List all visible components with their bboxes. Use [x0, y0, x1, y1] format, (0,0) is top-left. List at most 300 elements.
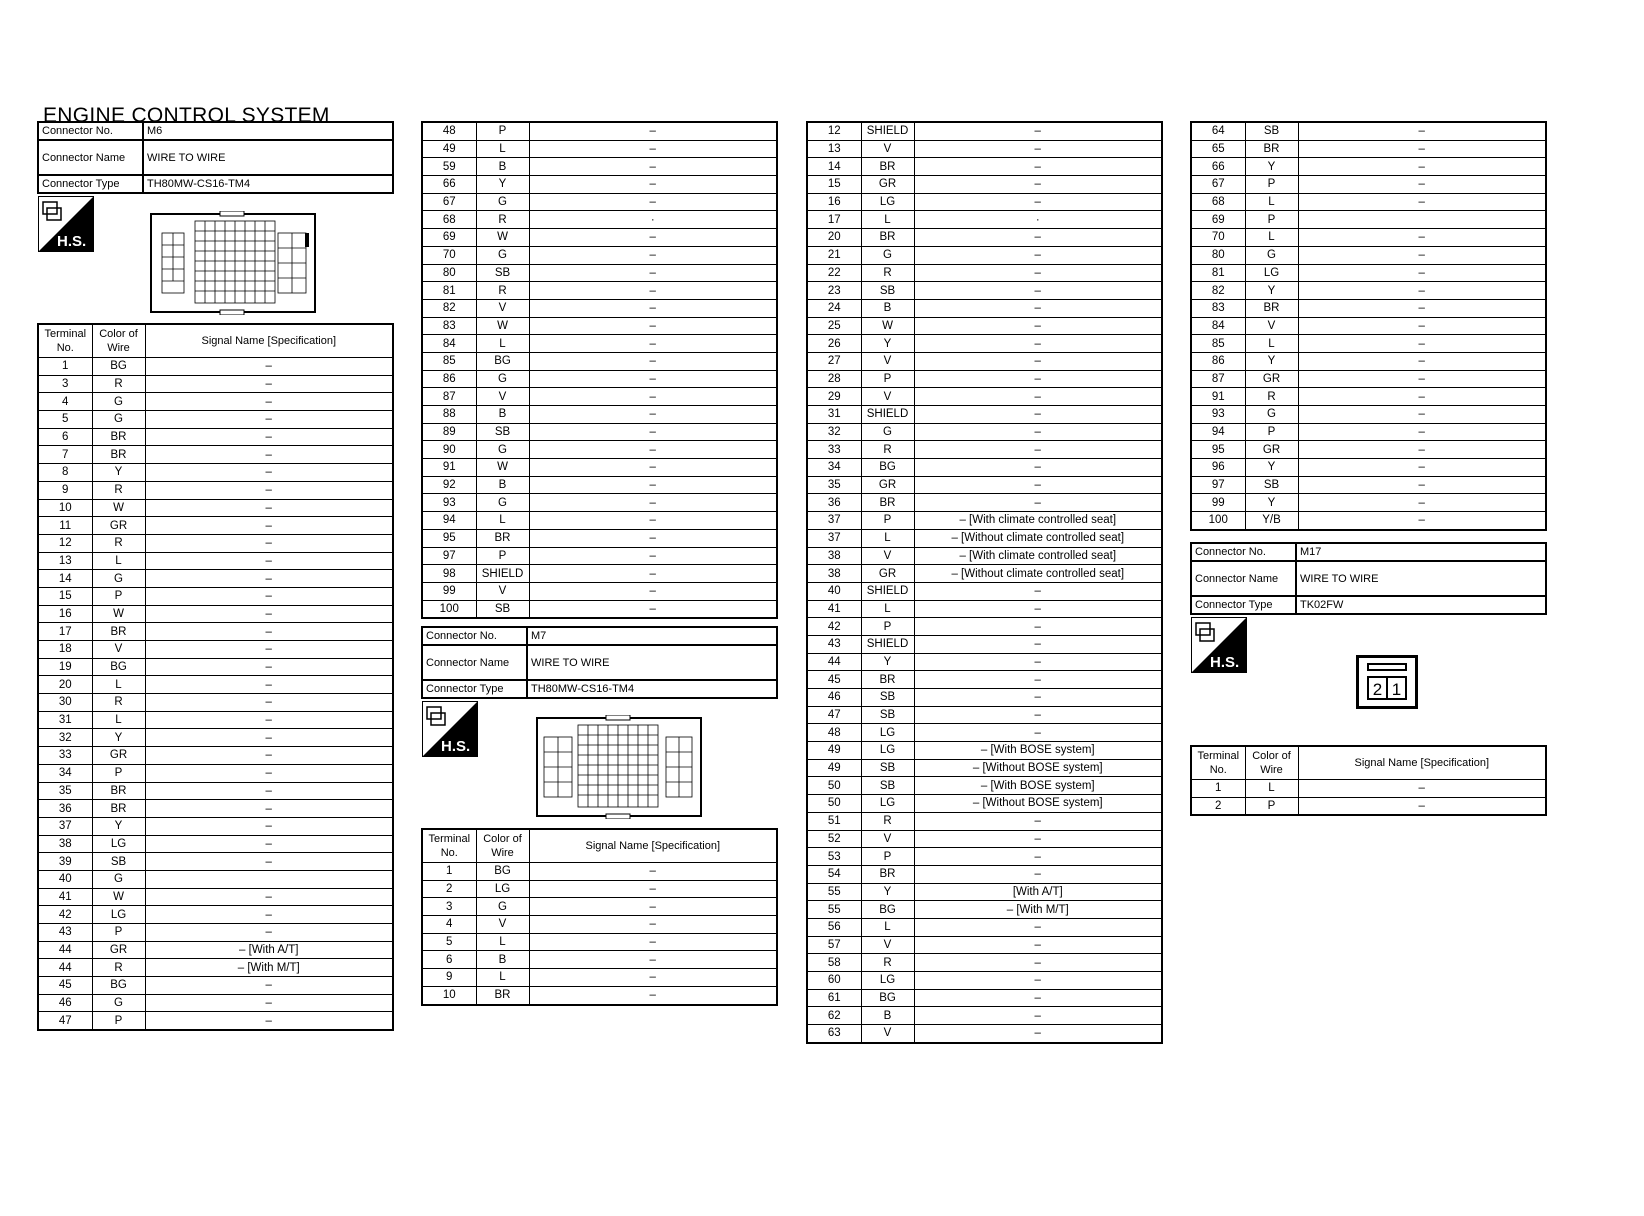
signal-name-cell: – [1298, 193, 1546, 211]
signal-name-cell: – [1298, 512, 1546, 530]
signal-name-cell: – [1298, 299, 1546, 317]
terminal-no-cell: 86 [1191, 352, 1245, 370]
table-row [807, 848, 1162, 866]
wire-color-cell: W [92, 499, 145, 517]
table-row [807, 1025, 1162, 1043]
terminal-no-cell: 68 [422, 211, 476, 229]
terminal-no-cell: 20 [38, 676, 92, 694]
table-row [38, 587, 393, 605]
terminal-no-cell: 48 [807, 724, 861, 742]
wire-color-cell: L [1245, 229, 1298, 247]
table-row [422, 986, 777, 1004]
wire-color-cell: BR [92, 428, 145, 446]
table-row [1191, 780, 1546, 798]
table-row [422, 370, 777, 388]
table-row [422, 352, 777, 370]
table-row [422, 423, 777, 441]
table-row [38, 605, 393, 623]
wire-color-cell: P [92, 1012, 145, 1030]
terminal-no-cell: 61 [807, 989, 861, 1007]
table-row [807, 317, 1162, 335]
terminal-no-cell: 82 [1191, 282, 1245, 300]
wire-color-cell: SB [476, 600, 529, 618]
terminal-no-cell: 87 [422, 388, 476, 406]
table-row [1191, 476, 1546, 494]
terminal-no-cell: 93 [422, 494, 476, 512]
terminal-no-cell: 95 [422, 529, 476, 547]
wire-color-cell: R [92, 959, 145, 977]
terminal-no-cell: 99 [422, 582, 476, 600]
signal-name-cell: – [914, 441, 1162, 459]
signal-name-cell: – [145, 800, 393, 818]
signal-name-cell: – [914, 122, 1162, 140]
terminal-no-cell: 12 [807, 122, 861, 140]
table-row [38, 464, 393, 482]
wire-color-cell: R [476, 282, 529, 300]
wire-color-cell: V [476, 916, 529, 934]
connector-type-label: Connector Type [38, 175, 143, 193]
wire-color-cell: Y [92, 464, 145, 482]
terminal-no-cell: 37 [38, 817, 92, 835]
wire-color-cell: W [476, 459, 529, 477]
wire-color-cell: SB [861, 282, 914, 300]
wire-color-cell: LG [476, 880, 529, 898]
signal-name-cell: – [With M/T] [145, 959, 393, 977]
wire-color-cell: G [476, 441, 529, 459]
signal-name-cell: – [529, 898, 777, 916]
terminal-no-cell: 44 [38, 941, 92, 959]
wire-color-cell: L [92, 552, 145, 570]
signal-name-cell: – [1298, 370, 1546, 388]
table-row [422, 229, 777, 247]
table-row [807, 565, 1162, 583]
table-row [1191, 299, 1546, 317]
signal-name-cell: – [529, 951, 777, 969]
table-row [807, 246, 1162, 264]
signal-name-cell: – [145, 782, 393, 800]
signal-name-cell: – [529, 969, 777, 987]
terminal-no-cell: 35 [38, 782, 92, 800]
table-row [422, 916, 777, 934]
wire-color-cell: G [476, 370, 529, 388]
table-row [38, 977, 393, 995]
table-row [1191, 388, 1546, 406]
table-row [807, 777, 1162, 795]
wire-color-cell: SB [1245, 476, 1298, 494]
table-row [1191, 317, 1546, 335]
table-row [807, 759, 1162, 777]
signal-name-cell: – [529, 299, 777, 317]
m6-section [37, 121, 394, 194]
terminal-no-cell: 64 [1191, 122, 1245, 140]
wire-color-cell: B [861, 299, 914, 317]
signal-name-cell: – [1298, 441, 1546, 459]
table-row [422, 317, 777, 335]
signal-name-cell: – [914, 158, 1162, 176]
signal-name-cell: – [145, 853, 393, 871]
signal-name-cell: – [914, 193, 1162, 211]
terminal-no-cell: 38 [807, 547, 861, 565]
signal-name-cell: – [529, 388, 777, 406]
signal-name-cell: – [145, 906, 393, 924]
signal-name-cell: – [529, 582, 777, 600]
terminal-no-cell: 95 [1191, 441, 1245, 459]
table-row [422, 529, 777, 547]
signal-name-cell: – [529, 423, 777, 441]
signal-name-cell: – [145, 694, 393, 712]
terminal-no-cell: 7 [38, 446, 92, 464]
terminal-no-cell: 28 [807, 370, 861, 388]
signal-name-cell: – [1298, 282, 1546, 300]
signal-name-cell: – [145, 747, 393, 765]
terminal-no-cell: 85 [1191, 335, 1245, 353]
terminal-no-cell: 22 [807, 264, 861, 282]
wire-color-cell: R [1245, 388, 1298, 406]
wire-color-cell: G [92, 393, 145, 411]
terminal-no-cell: 25 [807, 317, 861, 335]
terminal-no-cell: 84 [422, 335, 476, 353]
m17-pin-label: 1 [1391, 680, 1402, 699]
wire-color-cell: SB [861, 777, 914, 795]
signal-name-cell: – [914, 671, 1162, 689]
wire-color-cell: L [861, 529, 914, 547]
table-row [807, 441, 1162, 459]
wire-color-cell: BG [861, 459, 914, 477]
connector-no-value: M6 [143, 122, 393, 140]
terminal-no-cell: 26 [807, 335, 861, 353]
table-row [422, 211, 777, 229]
terminal-no-cell: 44 [38, 959, 92, 977]
signal-name-cell: – [914, 476, 1162, 494]
signal-name-cell: – [145, 534, 393, 552]
connector-name-value: WIRE TO WIRE [143, 140, 393, 175]
signal-name-cell: – [914, 282, 1162, 300]
signal-name-cell: – [145, 411, 393, 429]
table-row [422, 406, 777, 424]
terminal-no-cell: 10 [422, 986, 476, 1004]
terminal-no-header: Terminal No. [1191, 746, 1245, 780]
table-row [807, 547, 1162, 565]
terminal-no-cell: 85 [422, 352, 476, 370]
terminal-no-cell: 5 [422, 933, 476, 951]
signal-name-cell: – [914, 635, 1162, 653]
terminal-no-cell: 41 [38, 888, 92, 906]
table-row [38, 853, 393, 871]
table-row [807, 653, 1162, 671]
terminal-no-cell: 100 [1191, 512, 1245, 530]
terminal-no-cell: 17 [38, 623, 92, 641]
terminal-no-cell: 36 [807, 494, 861, 512]
m17-info-table [1190, 542, 1547, 615]
signal-name-cell: – [145, 676, 393, 694]
table-row [807, 299, 1162, 317]
table-row [38, 481, 393, 499]
terminal-no-cell: 19 [38, 658, 92, 676]
signal-name-cell: – [529, 986, 777, 1004]
table-row [807, 972, 1162, 990]
signal-name-cell: – [1298, 264, 1546, 282]
terminal-no-cell: 88 [422, 406, 476, 424]
wire-color-cell: LG [861, 795, 914, 813]
signal-name-cell: – [Without climate controlled seat] [914, 565, 1162, 583]
signal-name-cell: – [914, 989, 1162, 1007]
table-row [422, 565, 777, 583]
wire-color-cell: L [861, 918, 914, 936]
terminal-no-cell: 43 [38, 924, 92, 942]
terminal-no-cell: 3 [422, 898, 476, 916]
terminal-no-cell: 1 [1191, 780, 1245, 798]
terminal-no-cell: 60 [807, 972, 861, 990]
signal-name-cell: – [1298, 352, 1546, 370]
terminal-no-cell: 38 [38, 835, 92, 853]
table-row [807, 954, 1162, 972]
wire-color-cell: LG [861, 724, 914, 742]
signal-name-cell: – [914, 246, 1162, 264]
signal-name-cell: · [914, 211, 1162, 229]
signal-name-cell: – [914, 388, 1162, 406]
wire-color-cell: GR [861, 565, 914, 583]
table-row [807, 618, 1162, 636]
table-row [807, 282, 1162, 300]
wire-color-cell: SHIELD [861, 406, 914, 424]
terminal-no-cell: 32 [807, 423, 861, 441]
signal-name-cell: – [914, 264, 1162, 282]
terminal-no-cell: 21 [807, 246, 861, 264]
signal-name-cell: [With A/T] [914, 883, 1162, 901]
connector-name-value: WIRE TO WIRE [1296, 561, 1546, 596]
table-row [807, 635, 1162, 653]
wire-color-cell: LG [861, 972, 914, 990]
table-row [422, 299, 777, 317]
terminal-no-cell: 32 [38, 729, 92, 747]
terminal-no-cell: 18 [38, 641, 92, 659]
table-row [422, 600, 777, 618]
signal-name-cell: – [With BOSE system] [914, 777, 1162, 795]
terminal-no-cell: 13 [807, 140, 861, 158]
terminal-no-cell: 27 [807, 352, 861, 370]
table-row [422, 547, 777, 565]
table-row [422, 512, 777, 530]
connector-no-label: Connector No. [38, 122, 143, 140]
connector-no-value: M17 [1296, 543, 1546, 561]
terminal-no-cell: 23 [807, 282, 861, 300]
connector-type-label: Connector Type [422, 680, 527, 698]
signal-name-cell: – [529, 494, 777, 512]
signal-name-cell: – [529, 176, 777, 194]
table-row [807, 211, 1162, 229]
terminal-no-cell: 10 [38, 499, 92, 517]
signal-name-cell: – [1298, 780, 1546, 798]
table-row [807, 689, 1162, 707]
signal-name-cell: – [529, 459, 777, 477]
wire-color-cell: P [861, 512, 914, 530]
signal-name-cell: – [529, 193, 777, 211]
signal-name-cell: – [914, 1025, 1162, 1043]
table-row [807, 529, 1162, 547]
terminal-no-cell: 34 [38, 764, 92, 782]
m7-terminal-table-b [806, 121, 1163, 1044]
signal-name-cell: – [529, 863, 777, 881]
terminal-no-cell: 66 [422, 176, 476, 194]
m17-connector-face-diagram [1356, 655, 1418, 709]
signal-name-cell: – [145, 481, 393, 499]
terminal-no-cell: 2 [422, 880, 476, 898]
signal-name-cell: – [145, 446, 393, 464]
wire-color-cell: Y [861, 883, 914, 901]
hs-connector-icon [422, 701, 478, 757]
table-row [1191, 335, 1546, 353]
terminal-no-cell: 5 [38, 411, 92, 429]
signal-name-cell: – [145, 711, 393, 729]
terminal-no-cell: 96 [1191, 459, 1245, 477]
terminal-no-cell: 90 [422, 441, 476, 459]
wire-color-cell: BR [476, 529, 529, 547]
terminal-no-cell: 56 [807, 918, 861, 936]
wire-color-cell: Y [1245, 459, 1298, 477]
wire-color-cell: V [476, 582, 529, 600]
table-row [1191, 229, 1546, 247]
wire-color-cell: SB [92, 853, 145, 871]
table-row [807, 671, 1162, 689]
table-row [807, 140, 1162, 158]
table-row [38, 570, 393, 588]
terminal-no-cell: 15 [807, 176, 861, 194]
terminal-no-cell: 42 [807, 618, 861, 636]
signal-name-cell: – [914, 830, 1162, 848]
terminal-no-cell: 69 [1191, 211, 1245, 229]
signal-name-cell: – [529, 880, 777, 898]
table-row [38, 446, 393, 464]
wire-color-cell: L [1245, 193, 1298, 211]
wire-color-cell: GR [92, 747, 145, 765]
wire-color-cell: W [92, 605, 145, 623]
table-row [422, 388, 777, 406]
signal-name-cell: – [914, 229, 1162, 247]
wire-color-cell: W [92, 888, 145, 906]
wire-color-cell: G [476, 246, 529, 264]
signal-name-cell: – [914, 653, 1162, 671]
terminal-no-cell: 55 [807, 901, 861, 919]
wire-color-cell: B [476, 406, 529, 424]
signal-name-cell: – [529, 352, 777, 370]
signal-name-cell: – [914, 494, 1162, 512]
signal-name-cell: – [529, 529, 777, 547]
terminal-no-cell: 42 [38, 906, 92, 924]
wire-color-cell: G [92, 411, 145, 429]
wire-color-cell: BG [476, 352, 529, 370]
table-row [1191, 211, 1546, 229]
wire-color-cell: Y/B [1245, 512, 1298, 530]
m6-terminal-table-a [37, 323, 394, 1031]
wire-color-cell: P [476, 122, 529, 140]
table-row [422, 582, 777, 600]
table-row [422, 193, 777, 211]
terminal-no-cell: 70 [1191, 229, 1245, 247]
signal-name-cell: – [145, 623, 393, 641]
terminal-no-cell: 63 [807, 1025, 861, 1043]
wire-color-cell: L [476, 335, 529, 353]
m7-section [421, 626, 778, 699]
table-row [807, 158, 1162, 176]
signal-name-cell: – [529, 600, 777, 618]
wire-color-cell: V [861, 1025, 914, 1043]
terminal-no-cell: 81 [422, 282, 476, 300]
signal-name-cell: – [529, 406, 777, 424]
signal-name-cell: – [With BOSE system] [914, 742, 1162, 760]
hs-label: H.S. [57, 233, 87, 250]
signal-name-cell: – [With A/T] [145, 941, 393, 959]
signal-name-cell: – [145, 570, 393, 588]
terminal-no-cell: 69 [422, 229, 476, 247]
wire-color-cell: V [92, 641, 145, 659]
table-row [422, 476, 777, 494]
signal-name-cell: – [914, 812, 1162, 830]
signal-name-cell: – [145, 835, 393, 853]
terminal-no-cell: 41 [807, 600, 861, 618]
terminal-no-cell: 38 [807, 565, 861, 583]
table-row [1191, 441, 1546, 459]
signal-name-cell [145, 870, 393, 888]
terminal-no-cell: 15 [38, 587, 92, 605]
wire-color-cell: G [1245, 246, 1298, 264]
wire-color-cell: P [92, 924, 145, 942]
table-row [38, 658, 393, 676]
terminal-no-cell: 53 [807, 848, 861, 866]
signal-name-cell: – [914, 618, 1162, 636]
m6-terminal-table-b [421, 121, 778, 619]
terminal-no-cell: 1 [38, 358, 92, 376]
table-row [807, 724, 1162, 742]
table-row [422, 951, 777, 969]
terminal-no-cell: 16 [38, 605, 92, 623]
signal-name-cell: – [529, 282, 777, 300]
hs-label: H.S. [441, 738, 471, 755]
table-row [38, 393, 393, 411]
signal-name-cell: – [529, 370, 777, 388]
table-row [1191, 246, 1546, 264]
terminal-no-cell: 91 [1191, 388, 1245, 406]
terminal-no-cell: 16 [807, 193, 861, 211]
signal-name-cell: – [1298, 140, 1546, 158]
table-row [807, 352, 1162, 370]
wire-color-cell: P [861, 618, 914, 636]
signal-name-cell: – [145, 517, 393, 535]
wire-color-cell: SB [1245, 122, 1298, 140]
wire-color-cell: V [861, 352, 914, 370]
table-row [422, 122, 777, 140]
terminal-no-cell: 33 [38, 747, 92, 765]
m7-connector-face-diagram [536, 715, 702, 819]
wire-color-cell: R [92, 375, 145, 393]
wire-color-cell: P [1245, 176, 1298, 194]
terminal-no-cell: 83 [422, 317, 476, 335]
table-row [807, 512, 1162, 530]
wire-color-cell: BG [92, 658, 145, 676]
terminal-no-cell: 81 [1191, 264, 1245, 282]
terminal-no-cell: 4 [38, 393, 92, 411]
table-row [807, 865, 1162, 883]
wire-color-cell: L [861, 600, 914, 618]
signal-name-cell: – [529, 317, 777, 335]
wire-color-cell: Y [861, 335, 914, 353]
terminal-no-cell: 8 [38, 464, 92, 482]
terminal-no-cell: 66 [1191, 158, 1245, 176]
wire-color-cell: V [861, 936, 914, 954]
wire-color-cell: P [1245, 797, 1298, 815]
m7-terminal-table-a [421, 828, 778, 1006]
wire-color-cell: GR [861, 176, 914, 194]
terminal-no-cell: 48 [422, 122, 476, 140]
